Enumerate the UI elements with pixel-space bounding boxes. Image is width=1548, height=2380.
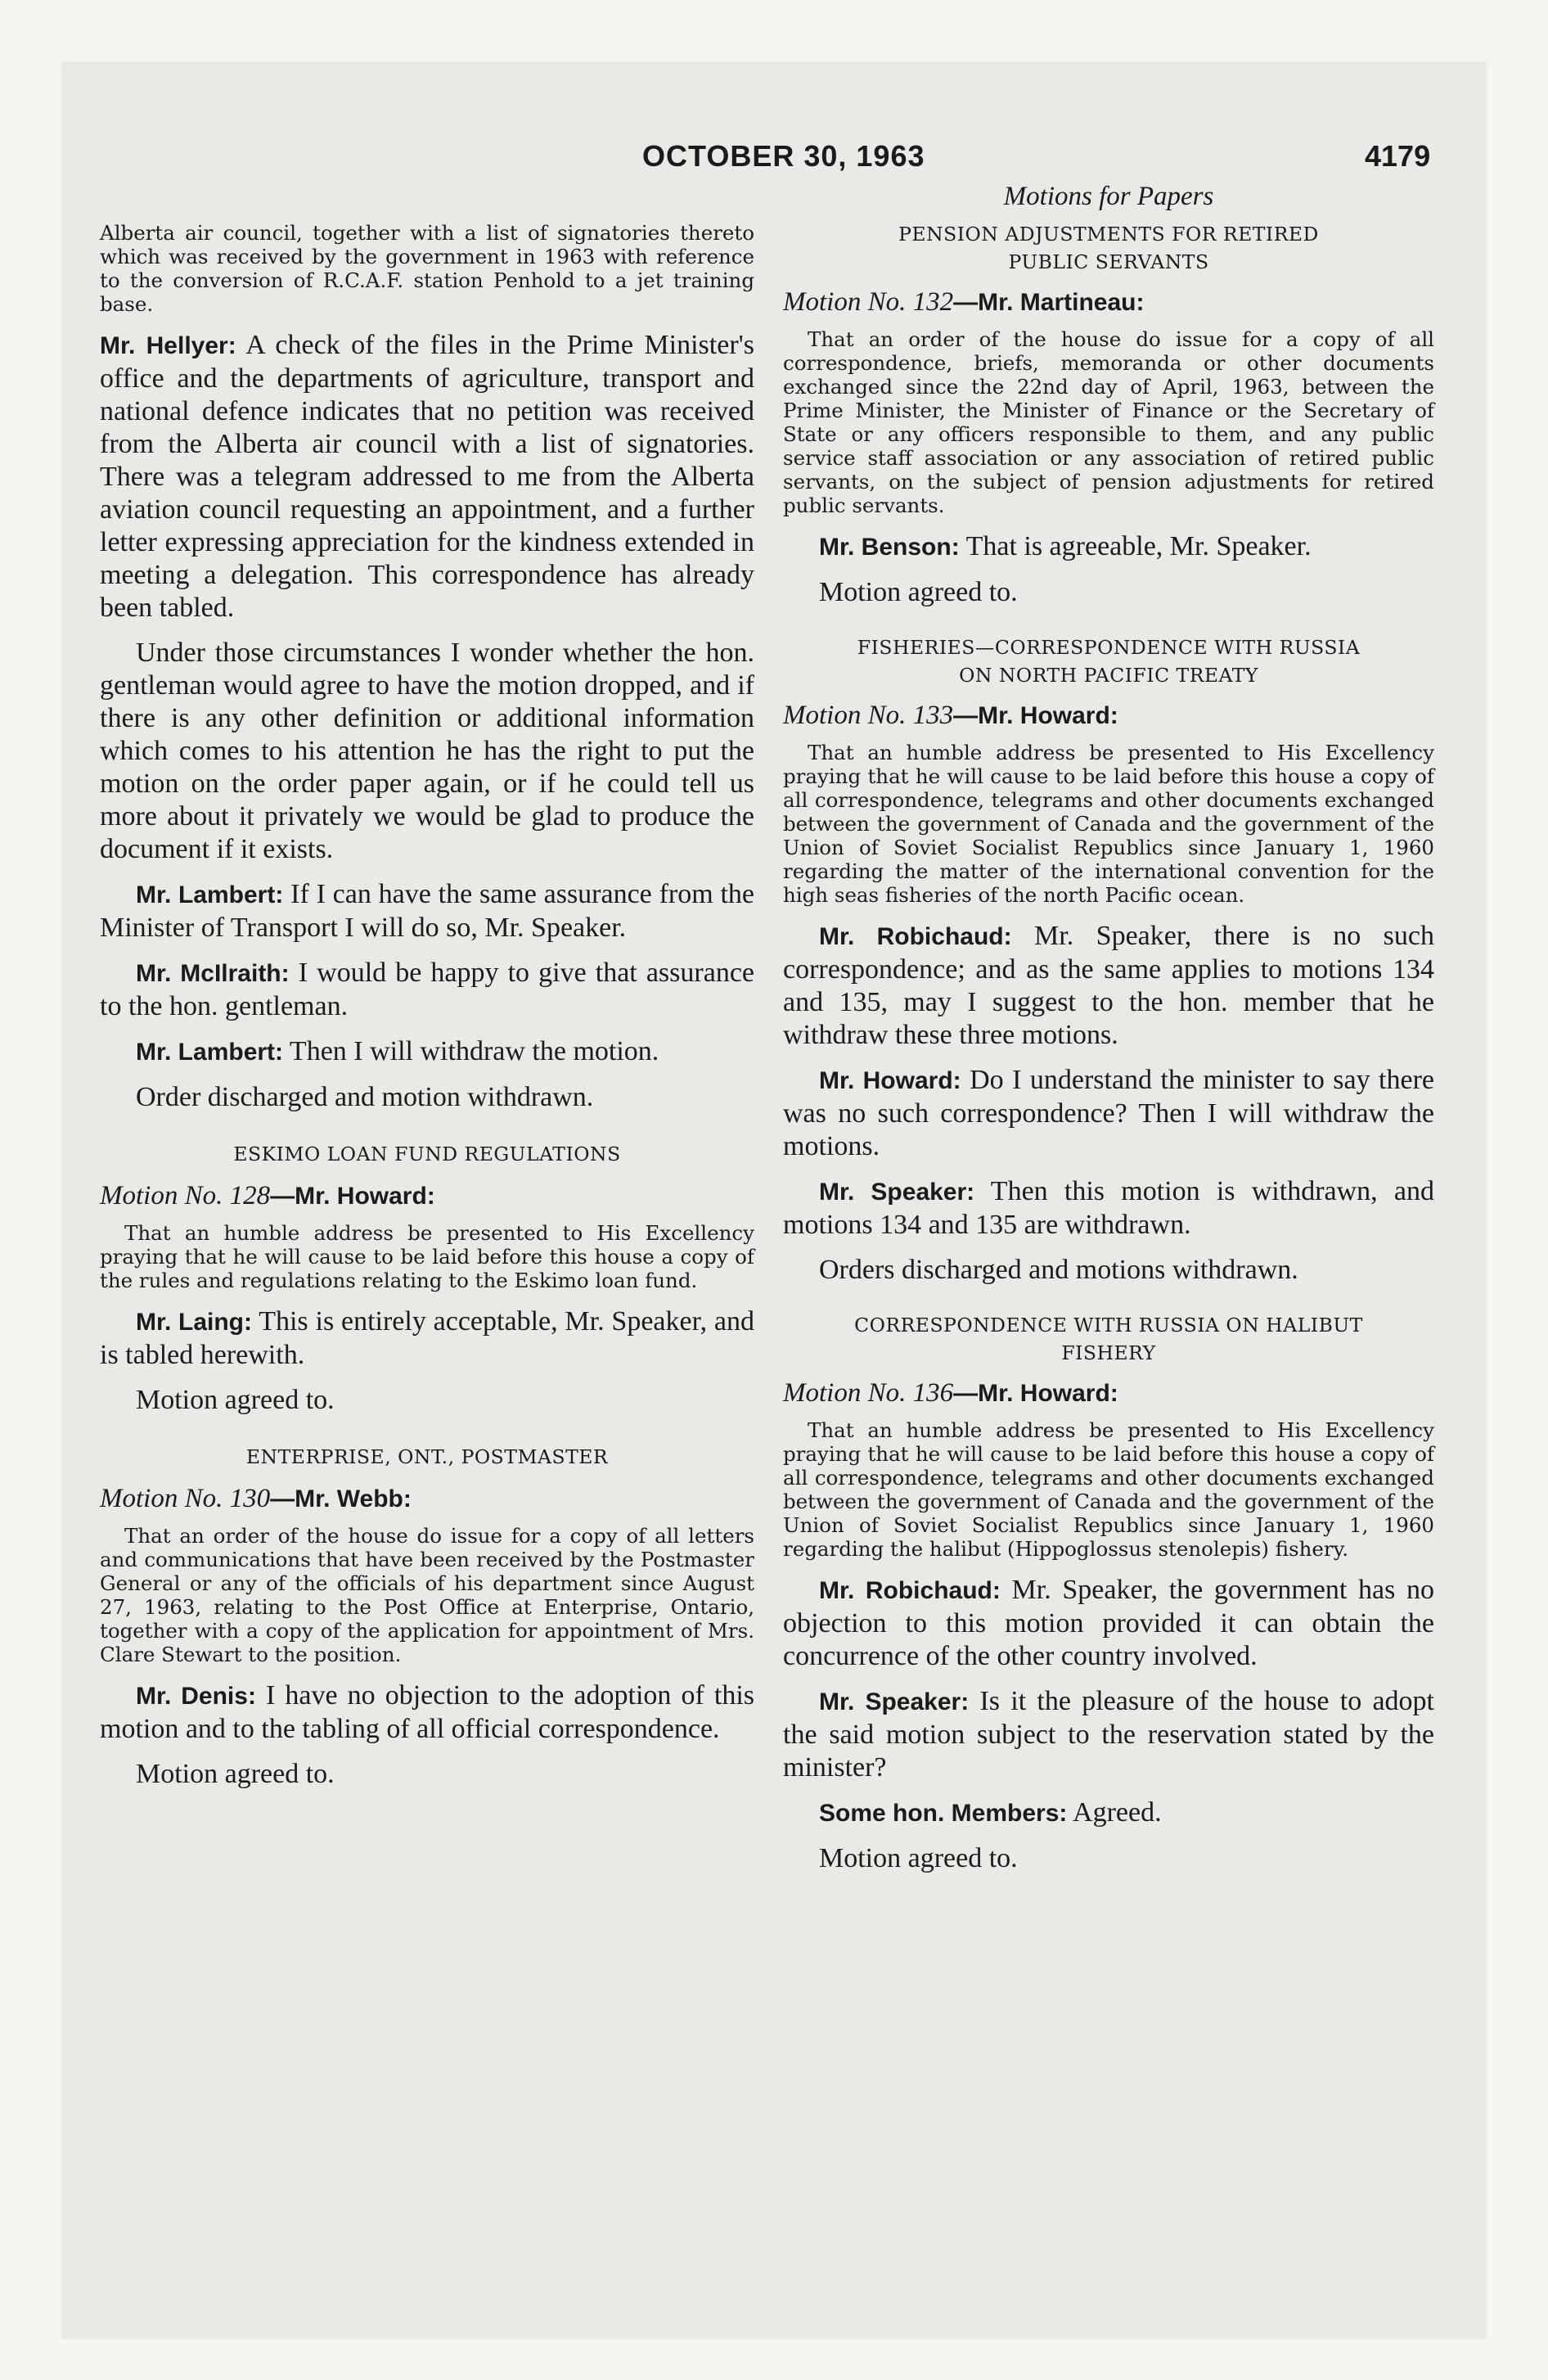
speech-text: Then I will withdraw the motion.	[289, 1036, 659, 1066]
heading-line: CORRESPONDENCE WITH RUSSIA ON HALIBUT	[854, 1314, 1363, 1336]
robichaud-paragraph-1	[783, 920, 1434, 1052]
motion-128-text: That an humble address be presented to His Excellency praying that he will cause to be laid before this house a copy of the rules and regulations relating to the Eskimo loan fund.	[100, 1221, 754, 1292]
order-discharged: Order discharged and motion withdrawn.	[136, 1082, 594, 1112]
denis-paragraph	[100, 1679, 754, 1746]
speaker-name: Mr. Speaker:	[819, 1688, 970, 1715]
speaker-name: Mr. Howard:	[819, 1067, 961, 1094]
motion-130-text: That an order of the house do issue for a copy of all letters and communications that have been received by the Postmaster General or any of the officials of his department since August 27, 1963, relating to the Post Office at Enterprise, Ontario, together with a copy of the application for appointment of Mrs. Clare Stewart to the position.	[100, 1524, 754, 1666]
running-title: Motions for Papers	[1003, 182, 1214, 211]
motion-agreed-3: Motion agreed to.	[819, 577, 1018, 607]
motion-agreed-2: Motion agreed to.	[136, 1759, 335, 1789]
speech-text: Agreed.	[1073, 1797, 1162, 1828]
speech-text: Do I understand the minister to say there was no such correspondence? Then I will withdraw the motions.	[783, 1065, 1434, 1161]
motion-mover: —Mr. Howard:	[270, 1183, 435, 1210]
motion-agreed-4: Motion agreed to.	[819, 1843, 1018, 1873]
under-paragraph: Under those circumstances I wonder whether the hon. gentleman would agree to have the motion dropped, and if there is any other definition or additional information which comes to his attention he has the right to put the motion on the order paper again, or if he could tell us more about it privately we would be glad to produce the document if it exists.	[100, 638, 754, 864]
motion-132-title	[783, 286, 1434, 319]
speech-text: Then this motion is withdrawn, and motions 134 and 135 are withdrawn.	[783, 1176, 1434, 1240]
speech-text: Is it the pleasure of the house to adopt the said motion subject to the reservation stated by the minister?	[783, 1686, 1434, 1783]
laing-paragraph	[100, 1305, 754, 1372]
speech-text: I would be happy to give that assurance to the hon. gentleman.	[100, 958, 754, 1021]
lambert-paragraph-1	[100, 878, 754, 944]
speaker-name: Mr. Lambert:	[136, 1039, 284, 1066]
motion-133-title	[783, 699, 1434, 732]
speaker-paragraph-2	[783, 1685, 1434, 1784]
motion-136-title	[783, 1377, 1434, 1410]
orders-discharged: Orders discharged and motions withdrawn.	[819, 1255, 1298, 1285]
speaker-name: Mr. McIlraith:	[136, 960, 290, 987]
speech-text: A check of the files in the Prime Minister's office and the departments of agriculture, transport and national defence indicates that no petition was received from the Alberta air council with a list of signatories. There was a telegram addressed to me from the Alberta aviation council requesting an appointment, and a further letter expressing appreciation for the kindness extended in meeting a delegation. This correspondence has already been tabled.	[100, 330, 754, 623]
motion-130-title	[100, 1482, 754, 1516]
speaker-name: Mr. Benson:	[819, 534, 960, 561]
speaker-name: Mr. Robichaud:	[819, 923, 1012, 950]
motion-label: Motion No. 132	[783, 287, 954, 317]
lambert-paragraph-2	[100, 1035, 754, 1069]
page-header	[0, 139, 1548, 180]
enterprise-heading: ENTERPRISE, ONT., POSTMASTER	[245, 1445, 609, 1468]
speaker-name: Mr. Hellyer:	[100, 332, 236, 359]
speech-text: Mr. Speaker, there is no such correspondence; and as the same applies to motions 134 and 135, may I suggest to the hon. member that he withdraw these three motions.	[783, 921, 1434, 1050]
heading-line: PUBLIC SERVANTS	[1008, 250, 1209, 273]
heading-line: ON NORTH PACIFIC TREATY	[959, 664, 1258, 687]
motion-133-text: That an humble address be presented to His Excellency praying that he will cause to be laid before this house a copy of all correspondence, telegrams and other documents exchanged between the government of Canada and the government of the Union of Soviet Socialist Republics since January 1, 1960 regarding the matter of the international convention for the high seas fisheries of the north Pacific ocean.	[783, 741, 1434, 907]
howard-paragraph	[783, 1064, 1434, 1163]
motion-mover: —Mr. Webb:	[270, 1485, 412, 1512]
heading-line: PENSION ADJUSTMENTS FOR RETIRED	[898, 223, 1319, 246]
motion-mover: —Mr. Howard:	[953, 1380, 1118, 1407]
motion-136-text: That an humble address be presented to His Excellency praying that he will cause to be laid before this house a copy of all correspondence, telegrams and other documents exchanged between the government of Canada and the government of the Union of Soviet Socialist Republics since January 1, 1960 regarding the halibut (Hippoglossus stenolepis) fishery.	[783, 1418, 1434, 1561]
pension-heading	[783, 220, 1434, 276]
motion-mover: —Mr. Howard:	[953, 702, 1118, 729]
motion-label: Motion No. 128	[100, 1181, 271, 1210]
speaker-name: Some hon. Members:	[819, 1800, 1068, 1827]
speaker-name: Mr. Laing:	[136, 1309, 252, 1336]
eskimo-heading: ESKIMO LOAN FUND REGULATIONS	[233, 1143, 621, 1165]
speech-text: That is agreeable, Mr. Speaker.	[965, 531, 1312, 561]
speaker-name: Mr. Robichaud:	[819, 1577, 1001, 1604]
intro-text: Alberta air council, together with a list of signatories thereto which was received by the government in 1963 with reference to the conversion of R.C.A.F. station Penhold to a jet training base.	[100, 221, 754, 316]
members-paragraph	[783, 1796, 1434, 1830]
right-column	[783, 182, 1434, 1887]
benson-paragraph	[783, 530, 1434, 564]
speaker-name: Mr. Speaker:	[819, 1179, 975, 1206]
motion-agreed-1: Motion agreed to.	[136, 1385, 335, 1415]
speech-text: I have no objection to the adoption of this motion and to the tabling of all official correspondence.	[100, 1680, 755, 1744]
speech-text: Mr. Speaker, the government has no objection to this motion provided it can obtain the concurrence of the other country involved.	[783, 1575, 1435, 1671]
motion-mover: —Mr. Martineau:	[953, 289, 1145, 316]
speech-text: If I can have the same assurance from the Minister of Transport I will do so, Mr. Speaker.	[100, 879, 754, 943]
speaker-paragraph-1	[783, 1175, 1434, 1242]
header-date: OCTOBER 30, 1963	[642, 139, 925, 173]
motion-128-title	[100, 1179, 754, 1213]
halibut-heading	[783, 1311, 1434, 1367]
robichaud-paragraph-2	[783, 1574, 1434, 1673]
page-number: 4179	[1365, 139, 1431, 173]
mcilraith-paragraph	[100, 957, 754, 1023]
motion-label: Motion No. 133	[783, 701, 954, 730]
fisheries-heading	[783, 633, 1434, 689]
heading-line: FISHERIES—CORRESPONDENCE WITH RUSSIA	[857, 636, 1361, 659]
motion-label: Motion No. 130	[100, 1484, 271, 1513]
speech-text: This is entirely acceptable, Mr. Speaker, and is tabled herewith.	[100, 1306, 754, 1370]
left-column	[100, 182, 754, 1803]
hellyer-paragraph	[100, 329, 754, 624]
motion-label: Motion No. 136	[783, 1378, 954, 1408]
speaker-name: Mr. Lambert:	[136, 881, 284, 908]
speaker-name: Mr. Denis:	[136, 1683, 256, 1710]
heading-line: FISHERY	[1061, 1341, 1156, 1364]
motion-132-text: That an order of the house do issue for a copy of all correspondence, briefs, memoranda or other documents exchanged since the 22nd day of April, 1963, between the Prime Minister, the Minister of Finance or the Secretary of State or any officers responsible to them, and any public service staff association or any association of retired public servants, on the subject of pension adjustments for retired public servants.	[783, 327, 1434, 517]
